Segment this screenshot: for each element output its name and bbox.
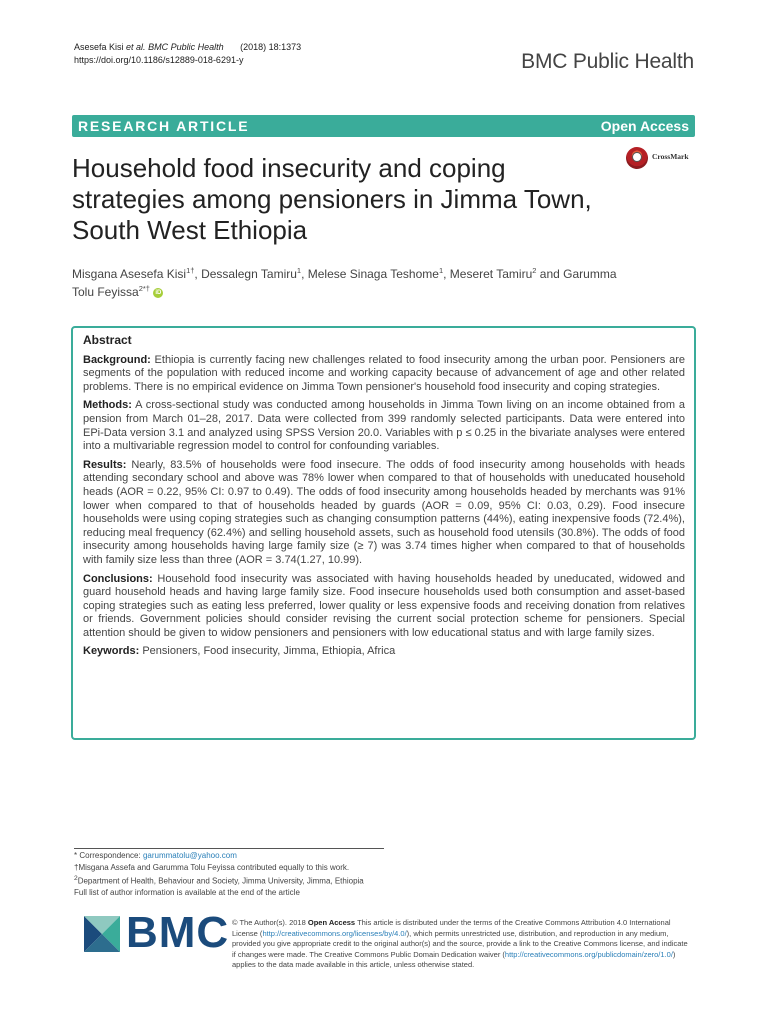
author-affiliation-sup: 1 (296, 266, 302, 275)
correspondence-label: * Correspondence: (74, 851, 141, 860)
orcid-icon[interactable]: iD (155, 289, 162, 296)
keywords-text: Pensioners, Food insecurity, Jimma, Ethiopia, Africa (142, 645, 396, 658)
bmc-mark-icon (84, 916, 120, 952)
author-name: Dessalegn Tamiru (201, 267, 297, 281)
citation-journal: BMC Public Health (148, 42, 224, 52)
author-list (72, 265, 632, 301)
abstract-methods (83, 399, 685, 453)
open-access-label: Open Access (600, 118, 689, 134)
affiliation-text: Department of Health, Behaviour and Society, Jimma University, Jimma, Ethiopia (77, 876, 364, 886)
license-text-2: ), which permits unrestricted use, distribution, and reproduction in any medium, provided you give appropriate credit to the original author(s) and the source, provide a link to the Creative Commons license, and indicate if changes were made. The Creative Commons Public Domain Dedication waiver ( (232, 928, 688, 959)
abstract-conclusions (83, 573, 685, 641)
correspondence-email-link[interactable]: garummatolu@yahoo.com (142, 851, 237, 860)
article-title: Household food insecurity and coping strategies among pensioners in Jimma Town, South West Ethiopia (72, 153, 592, 245)
footnotes (74, 848, 384, 899)
license-open-access: Open Access (307, 918, 356, 927)
crossmark-badge[interactable] (626, 147, 690, 169)
full-list-note: Full list of author information is available at the end of the article (74, 888, 300, 898)
journal-title: BMC Public Health (521, 50, 694, 73)
author-name: Melese Sinaga Teshome (307, 267, 439, 281)
citation-year-volume: (2018) 18:1373 (240, 42, 302, 52)
author-affiliation-sup: 1† (186, 266, 195, 275)
author-affiliation-sup: 2*† (138, 284, 150, 293)
author-name: Garumma Tolu Feyissa (72, 267, 617, 299)
abstract-box (71, 326, 696, 740)
citation-block (74, 41, 301, 67)
article-type-label: RESEARCH ARTICLE (78, 118, 250, 134)
author-separator: and (536, 267, 564, 281)
bmc-logo (84, 908, 230, 958)
abstract-heading: Abstract (83, 333, 132, 347)
license-text-3: ) applies to the data made available in this article, unless otherwise stated. (232, 949, 676, 969)
background-label: Background: (83, 353, 151, 366)
conclusions-label: Conclusions: (83, 572, 153, 585)
results-label: Results: (83, 458, 127, 471)
copyright-prefix: © The Author(s). 2018 (232, 918, 306, 927)
license-link-cc-zero[interactable]: http://creativecommons.org/publicdomain/zero/1.0/ (504, 949, 673, 959)
author-separator: , (301, 267, 308, 281)
crossmark-label: CrossMark (652, 152, 689, 161)
license-link-cc-by[interactable]: http://creativecommons.org/licenses/by/4.0/ (262, 928, 407, 938)
citation-authors: Asesefa Kisi (74, 42, 124, 52)
author-separator: , (194, 267, 202, 281)
abstract-background (83, 354, 685, 395)
methods-label: Methods: (83, 399, 132, 412)
author-affiliation-sup: 1 (438, 266, 444, 275)
conclusions-text: Household food insecurity was associated with having households headed by uneducated, widowed and guard household heads and having large family size. Food insecure households used both consumption and asset-based coping strategies such as eating less preferred, lower quality or less expensive foods and receiving donation from relatives or friends. Government policies should consider revising the current social protection scheme for pensioners. Special attention should be given to widow pensioners and pensioners with low educational status and with large family sizes. (83, 572, 685, 639)
background-text: Ethiopia is currently facing new challenges related to food insecurity among the urban poor. Pensioners are segments of the population with reduced income and working capacity because of advancement of age and other related problems. There is no empirical evidence on Jimma Town pensioner's household food insecurity and coping strategies. (83, 353, 685, 393)
equal-contribution-note: †Misgana Assefa and Garumma Tolu Feyissa contributed equally to this work. (74, 862, 350, 872)
doi-link[interactable]: https://doi.org/10.1186/s12889-018-6291-y (74, 55, 244, 65)
abstract-results (83, 459, 685, 568)
results-text: Nearly, 83.5% of households were food insecure. The odds of food insecurity among households with heads attending secondary school and above was 78% lower when compared to that of households with uneducated household heads (AOR = 0.22, 95% CI: 0.97 to 0.49). The odds of food insecurity among households headed by merchants was 91% lower when compared to that of households headed by guards (AOR = 0.09, 95% CI: 0.03, 0.29). Food insecure households were using coping strategies such as changing consumption patterns (44%), eating inexpensive foods (72.4%), reducing meal frequency (62.4%) and selling household assets, such as household food utensils (30.8%). The odds of food insecurity among households having large family size (≥ 7) was 3.74 times higher when compared to that of households with family size less than three (AOR = 3.74(1.27, 10.99). (83, 458, 685, 566)
author-affiliation-sup: 2 (532, 266, 537, 275)
affiliation-sup: 2 (74, 875, 78, 882)
citation-et-al: et al. (126, 42, 146, 52)
crossmark-icon (626, 147, 648, 169)
article-type-banner (72, 115, 695, 137)
license-text (232, 918, 692, 971)
abstract-keywords (83, 645, 685, 659)
author-name: Misgana Asesefa Kisi (72, 267, 187, 281)
methods-text: A cross-sectional study was conducted among households in Jimma Town living on an income obtained from a pension from March 01–28, 2017. Data were collected from 399 randomly selected participants. Data were entered into EPi-Data version 3.1 and analyzed using SPSS Version 20.0. Variables with p ≤ 0.25 in the bivariate analyses were entered into a multivariable regression model to control for confounding variables. (83, 399, 685, 453)
author-name: Meseret Tamiru (449, 267, 533, 281)
keywords-label: Keywords: (83, 645, 140, 658)
license-text-1: This article is distributed under the terms of the Creative Commons Attribution 4.0 International License ( (232, 918, 671, 938)
bmc-wordmark: BMC (126, 908, 230, 957)
author-separator: , (443, 267, 450, 281)
